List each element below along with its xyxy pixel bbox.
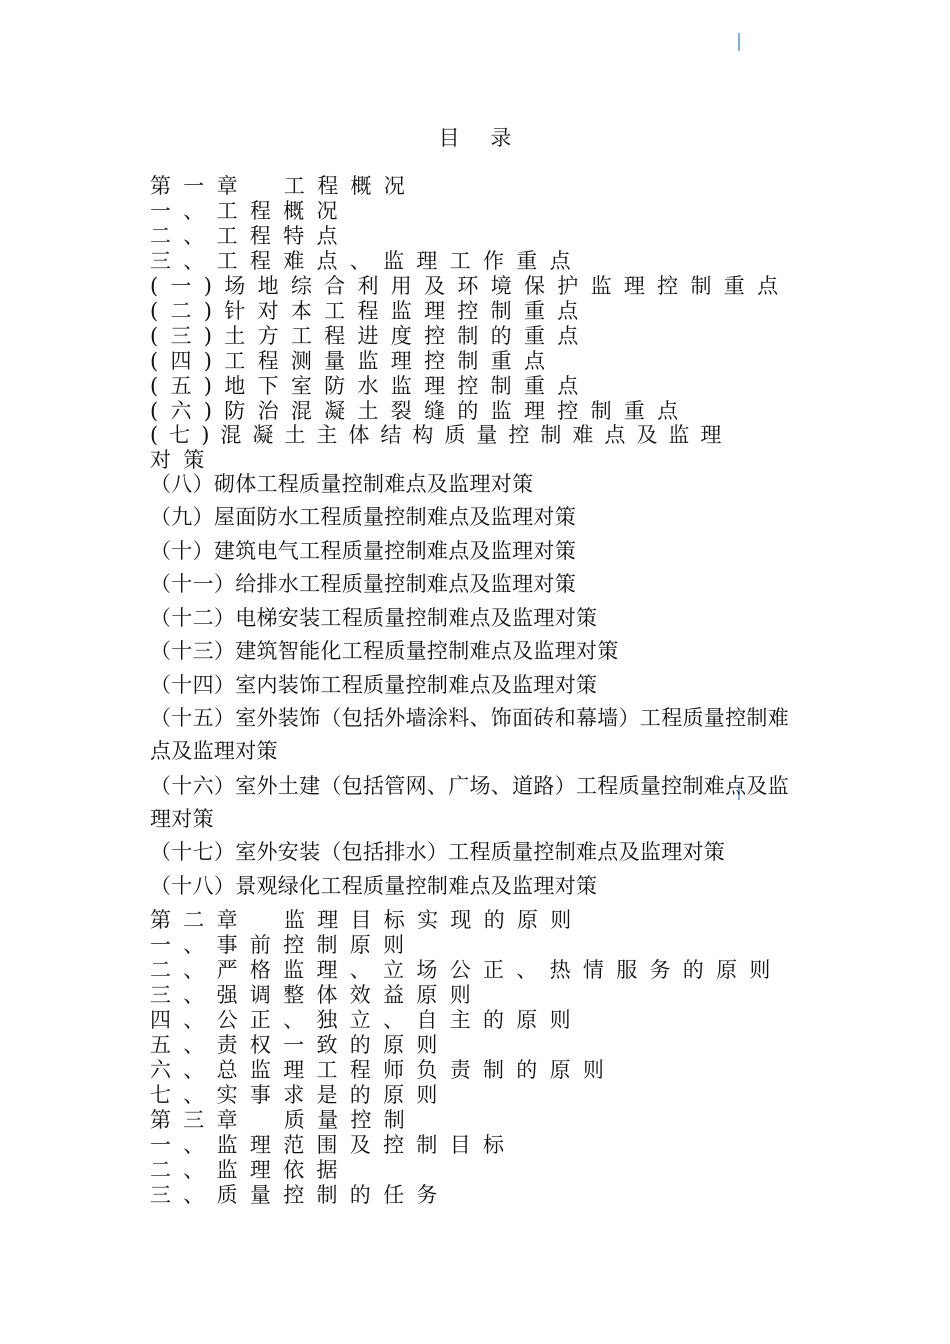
- toc-entry[interactable]: （十二）电梯安装工程质量控制难点及监理对策: [150, 606, 598, 630]
- toc-entry[interactable]: (四)工程测量监理控制重点: [150, 349, 558, 373]
- toc-entry[interactable]: 二、严格监理、立场公正、热情服务的原则: [150, 958, 783, 982]
- chapter-number: 第一章: [150, 174, 250, 198]
- toc-entry[interactable]: （十五）室外装饰（包括外墙涂料、饰面砖和幕墙）工程质量控制难点及监理对策: [150, 706, 789, 763]
- toc-entry[interactable]: （十）建筑电气工程质量控制难点及监理对策: [150, 539, 576, 563]
- toc-entry[interactable]: 一、工程概况: [150, 199, 350, 223]
- toc-entry[interactable]: (一)场地综合利用及环境保护监理控制重点: [150, 274, 791, 298]
- toc-entry[interactable]: 一、事前控制原则: [150, 933, 417, 957]
- toc-entry[interactable]: （十一）给排水工程质量控制难点及监理对策: [150, 572, 576, 596]
- toc-chapter-1[interactable]: [150, 174, 417, 199]
- toc-entry[interactable]: （十七）室外安装（包括排水）工程质量控制难点及监理对策: [150, 840, 726, 864]
- toc-entry[interactable]: 三、质量控制的任务: [150, 1183, 450, 1207]
- toc-entry[interactable]: （十三）建筑智能化工程质量控制难点及监理对策: [150, 639, 619, 663]
- toc-entry[interactable]: （八）砌体工程质量控制难点及监理对策: [150, 472, 534, 496]
- toc-entry[interactable]: (二)针对本工程监理控制重点: [150, 299, 591, 323]
- toc-entry[interactable]: （十四）室内装饰工程质量控制难点及监理对策: [150, 673, 598, 697]
- blue-margin-mark: [738, 33, 740, 51]
- toc-entry[interactable]: (五)地下室防水监理控制重点: [150, 374, 591, 398]
- page-title: 目 录: [438, 126, 524, 150]
- toc-entry[interactable]: 五、责权一致的原则: [150, 1033, 450, 1057]
- chapter-title: 监理目标实现的原则: [283, 908, 584, 932]
- toc-entry[interactable]: 七、实事求是的原则: [150, 1083, 450, 1107]
- toc-entry[interactable]: 二、监理依据: [150, 1158, 350, 1182]
- toc-entry[interactable]: 六、总监理工程师负责制的原则: [150, 1058, 617, 1082]
- toc-entry[interactable]: （十六）室外土建（包括管网、广场、道路）工程质量控制难点及监理对策: [150, 774, 789, 831]
- toc-entry[interactable]: （十八）景观绿化工程质量控制难点及监理对策: [150, 874, 598, 898]
- chapter-title: 工程概况: [283, 174, 418, 198]
- toc-chapter-3[interactable]: [150, 1108, 417, 1133]
- toc-entry[interactable]: (七)混凝土主体结构质量控制难点及监理: [150, 423, 733, 447]
- toc-chapter-2[interactable]: [150, 908, 584, 933]
- chapter-title: 质量控制: [283, 1108, 418, 1132]
- toc-entry[interactable]: (六)防治混凝土裂缝的监理控制重点: [150, 399, 691, 423]
- toc-entry[interactable]: 三、强调整体效益原则: [150, 983, 483, 1007]
- chapter-number: 第二章: [150, 908, 250, 932]
- toc-entry[interactable]: 一、监理范围及控制目标: [150, 1133, 517, 1157]
- toc-entry[interactable]: 二、工程特点: [150, 224, 350, 248]
- toc-entry[interactable]: 三、工程难点、监理工作重点: [150, 249, 583, 273]
- toc-entry[interactable]: (三)土方工程进度控制的重点: [150, 324, 591, 348]
- chapter-number: 第三章: [150, 1108, 250, 1132]
- toc-entry[interactable]: （九）屋面防水工程质量控制难点及监理对策: [150, 505, 576, 529]
- toc-entry-continuation[interactable]: 对策: [150, 448, 217, 472]
- toc-entry[interactable]: 四、公正、独立、自主的原则: [150, 1008, 583, 1032]
